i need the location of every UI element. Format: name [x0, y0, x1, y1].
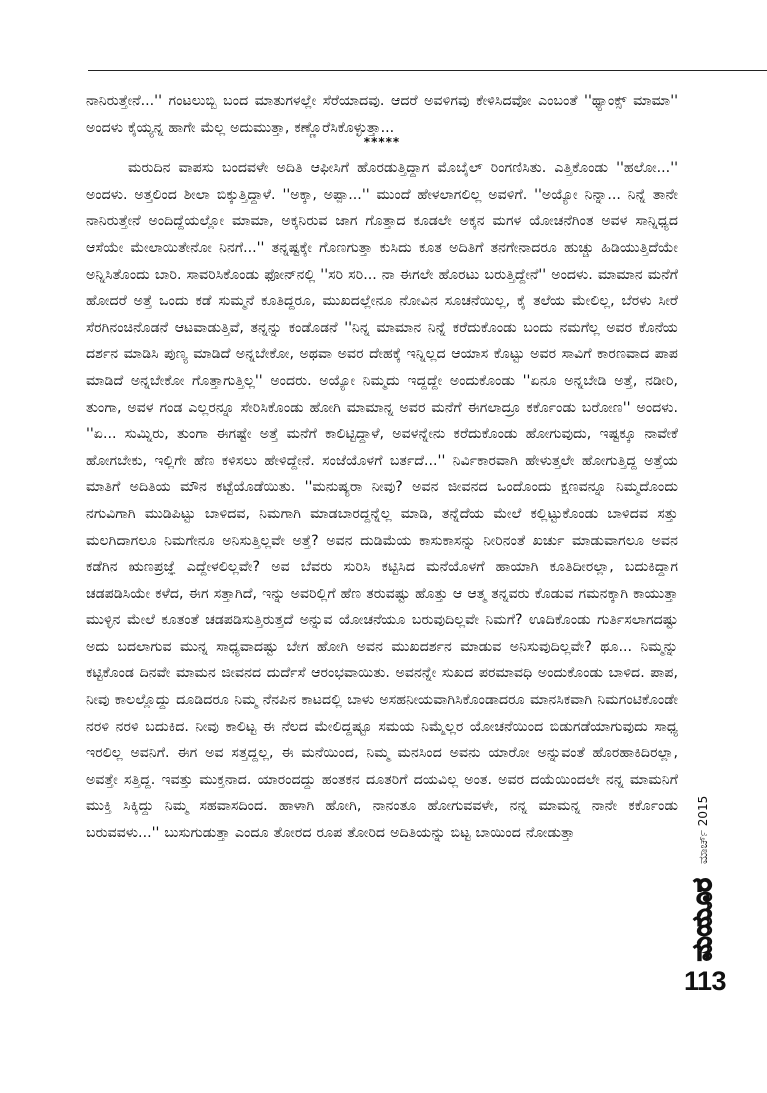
header-rule	[88, 70, 767, 71]
magazine-logo: ಮಯೂರ	[688, 878, 718, 962]
page-number: 113	[684, 966, 727, 996]
article-paragraph-2: ಮರುದಿನ ವಾಪಸು ಬಂದವಳೇ ಅದಿತಿ ಆಫೀಸಿಗೆ ಹೊರಡುತ್ತಿದ್ದಾಗ ಮೊಬೈಲ್ ರಿಂಗಣಿಸಿತು. ಎತ್ತಿಕೊಂಡು ''ಹಲೋ...'' ಅಂದಳು. ಅತ್ತಲಿಂದ ಶೀಲಾ ಬಿಕ್ಕುತ್ತಿದ್ದಾಳೆ. ''ಅಕ್ಕಾ, ಅಪ್ಪಾ...'' ಮುಂದೆ ಹೇಳಲಾಗಲಿಲ್ಲ ಅವಳಿಗೆ. ''ಅಯ್ಯೋ ನಿನ್ನಾ... ನಿನ್ನೆ ತಾನೇ ನಾನಿರುತ್ತೇನೆ ಅಂದಿದ್ದೆಯಲ್ಲೋ ಮಾಮಾ, ಅಕ್ಕನಿರುವ ಜಾಗ ಗೊತ್ತಾದ ಕೂಡಲೇ ಅಕ್ಕನ ಮಗಳ ಯೋಚನೆಗಿಂತ ಅವಳ ಸಾನ್ನಿಧ್ಯದ ಆಸೆಯೇ ಮೇಲಾಯಿತೇನೋ ನಿನಗೆ...'' ತನ್ನಷ್ಟಕ್ಕೇ ಗೊಣಗುತ್ತಾ ಕುಸಿದು ಕೂತ ಅದಿತಿಗೆ ತನಗೇನಾದರೂ ಹುಚ್ಚು ಹಿಡಿಯುತ್ತಿದೆಯೇ ಅನ್ನಿಸಿತೊಂದು ಬಾರಿ. ಸಾವರಿಸಿಕೊಂಡು ಫೋನ್‌ನಲ್ಲಿ ''ಸರಿ ಸರಿ... ನಾ ಈಗಲೇ ಹೊರಟು ಬರುತ್ತಿದ್ದೇನೆ'' ಅಂದಳು. ಮಾಮಾನ ಮನೆಗೆ ಹೋದರೆ ಅತ್ತೆ ಒಂದು ಕಡೆ ಸುಮ್ಮನೆ ಕೂತಿದ್ದರೂ, ಮುಖದಲ್ಲೇನೂ ನೋವಿನ ಸೂಚನೆಯಿಲ್ಲ, ಕೈ ತಲೆಯ ಮೇಲಿಲ್ಲ, ಬೆರಳು ಸೀರೆ ಸೆರಗಿನಂಚಿನೊಡನೆ ಆಟವಾಡುತ್ತಿವೆ, ತನ್ನನ್ನು ಕಂಡೊಡನೆ ''ನಿನ್ನ ಮಾಮಾನ ನಿನ್ನೆ ಕರೆದುಕೊಂಡು ಬಂದು ನಮಗೆಲ್ಲ ಅವರ ಕೊನೆಯ ದರ್ಶನ ಮಾಡಿಸಿ ಪುಣ್ಯ ಮಾಡಿದೆ ಅನ್ನಬೇಕೋ, ಅಥವಾ ಅವರ ದೇಹಕ್ಕೆ ಇನ್ನಿಲ್ಲದ ಆಯಾಸ ಕೊಟ್ಟು ಅವರ ಸಾವಿಗೆ ಕಾರಣವಾದ ಪಾಪ ಮಾಡಿದೆ ಅನ್ನಬೇಕೋ ಗೊತ್ತಾಗುತ್ತಿಲ್ಲ'' ಅಂದರು. ಅಯ್ಯೋ ನಿಮ್ಮದು ಇದ್ದದ್ದೇ ಅಂದುಕೊಂಡು ''ಏನೂ ಅನ್ನಬೇಡಿ ಅತ್ತೆ, ನಡೀರಿ, ತುಂಗಾ, ಅವಳ ಗಂಡ ಎಲ್ಲರನ್ನೂ ಸೇರಿಸಿಕೊಂಡು ಹೋಗಿ ಮಾಮಾನ್ನ ಅವರ ಮನೆಗೆ ಈಗಲಾದ್ರೂ ಕರ್ಕೊಂಡು ಬರೋಣ'' ಅಂದಳು. ''ಏ... ಸುಮ್ನಿರು, ತುಂಗಾ ಈಗಷ್ಟೇ ಅತ್ತೆ ಮನೆಗೆ ಕಾಲಿಟ್ಟಿದ್ದಾಳೆ, ಅವಳನ್ನೇನು ಕರೆದುಕೊಂಡು ಹೋಗುವುದು, ಇಷ್ಟಕ್ಕೂ ನಾವೇಕೆ ಹೋಗಬೇಕು, ಇಲ್ಲಿಗೇ ಹೆಣ ಕಳಿಸಲು ಹೇಳಿದ್ದೇನೆ. ಸಂಜೆಯೊಳಗೆ ಬರ್ತದೆ...'' ನಿರ್ವಿಕಾರವಾಗಿ ಹೇಳುತ್ತಲೇ ಹೋಗುತ್ತಿದ್ದ ಅತ್ತೆಯ ಮಾತಿಗೆ ಅದಿತಿಯ ಮೌನ ಕಟ್ಟೆಯೊಡೆಯಿತು. ''ಮನುಷ್ಯರಾ ನೀವು? ಅವನ ಜೀವನದ ಒಂದೊಂದು ಕ್ಷಣವನ್ನೂ ನಿಮ್ಮದೊಂದು ನಗುವಿಗಾಗಿ ಮುಡಿಪಿಟ್ಟು ಬಾಳಿದವ, ನಿಮಗಾಗಿ ಮಾಡಬಾರದ್ದನ್ನೆಲ್ಲ ಮಾಡಿ, ತನ್ನೆದೆಯ ಮೇಲೆ ಕಲ್ಲಿಟ್ಟುಕೊಂಡು ಬಾಳಿದವ ಸತ್ತು ಮಲಗಿದಾಗಲೂ ನಿಮಗೇನೂ ಅನಿಸುತ್ತಿಲ್ಲವೇ ಅತ್ತೆ? ಅವನ ದುಡಿಮೆಯ ಕಾಸುಕಾಸನ್ನು ನೀರಿನಂತೆ ಖರ್ಚು ಮಾಡುವಾಗಲೂ ಅವನ ಕಡೆಗಿನ ಋಣಪ್ರಜ್ಞೆ ಎದ್ದೇಳಲಿಲ್ಲವೇ? ಅವ ಬೆವರು ಸುರಿಸಿ ಕಟ್ಟಿಸಿದ ಮನೆಯೊಳಗೆ ಹಾಯಾಗಿ ಕೂತಿದೀರಲ್ಲಾ, ಬದುಕಿದ್ದಾಗ ಚಡಪಡಿಸಿಯೇ ಕಳೆದ, ಈಗ ಸತ್ತಾಗಿದೆ, ಇನ್ನು ಅವರಿಲ್ಲಿಗೆ ಹೆಣ ತರುವಷ್ಟು ಹೊತ್ತು ಆ ಆತ್ಮ ತನ್ನವರು ಕೊಡುವ ಗಮನಕ್ಕಾಗಿ ಕಾಯುತ್ತಾ ಮುಳ್ಳಿನ ಮೇಲೆ ಕೂತಂತೆ ಚಡಪಡಿಸುತ್ತಿರುತ್ತದೆ ಅನ್ನುವ ಯೋಚನೆಯೂ ಬರುವುದಿಲ್ಲವೇ ನಿಮಗೆ? ಊದಿಕೊಂಡು ಗುರ್ತಿಸಲಾಗದಷ್ಟು ಅದು ಬದಲಾಗುವ ಮುನ್ನ ಸಾಧ್ಯವಾದಷ್ಟು ಬೇಗ ಹೋಗಿ ಅವನ ಮುಖದರ್ಶನ ಮಾಡುವ ಅನಿಸುವುದಿಲ್ಲವೇ? ಥೂ... ನಿಮ್ಮನ್ನು ಕಟ್ಟಿಕೊಂಡ ದಿನವೇ ಮಾಮನ ಜೀವನದ ದುರ್ದೆಸೆ ಆರಂಭವಾಯಿತು. ಅವನನ್ನೇ ಸುಖದ ಪರಮಾವಧಿ ಅಂದುಕೊಂಡು ಬಾಳಿದ. ಪಾಪ, ನೀವು ಕಾಲಲ್ಲೊದ್ದು ದೂಡಿದರೂ ನಿಮ್ಮ ನೆನಪಿನ ಕಾಟದಲ್ಲಿ ಬಾಳು ಅಸಹನೀಯವಾಗಿಸಿಕೊಂಡಾದರೂ ಮಾನಸಿಕವಾಗಿ ನಿಮಗಂಟಿಕೊಂಡೇ ನರಳಿ ನರಳಿ ಬದುಕಿದ. ನೀವು ಕಾಲಿಟ್ಟ ಈ ನೆಲದ ಮೇಲಿದ್ದಷ್ಟೂ ಸಮಯ ನಿಮ್ಮೆಲ್ಲರ ಯೋಚನೆಯಿಂದ ಬಿಡುಗಡೆಯಾಗುವುದು ಸಾಧ್ಯ ಇರಲಿಲ್ಲ ಅವನಿಗೆ. ಈಗ ಅವ ಸತ್ತದ್ದಲ್ಲ, ಈ ಮನೆಯಿಂದ, ನಿಮ್ಮ ಮನಸಿಂದ ಅವನು ಯಾರೋ ಅನ್ನುವಂತೆ ಹೊರಹಾಕಿದಿರಲ್ಲಾ, ಅವತ್ತೇ ಸತ್ತಿದ್ದ. ಇವತ್ತು ಮುಕ್ತನಾದ. ಯಾರಂದದ್ದು ಹಂತಕನ ದೂತರಿಗೆ ದಯವಿಲ್ಲ ಅಂತ. ಅವರ ದಯೆಯಿಂದಲೇ ನನ್ನ ಮಾಮನಿಗೆ ಮುಕ್ತಿ ಸಿಕ್ಕಿದ್ದು ನಿಮ್ಮ ಸಹವಾಸದಿಂದ. ಹಾಳಾಗಿ ಹೋಗಿ, ನಾನಂತೂ ಹೋಗುವವಳೇ, ನನ್ನ ಮಾಮನ್ನ ನಾನೇ ಕರ್ಕೊಂಡು ಬರುವವಳು...'' ಬುಸುಗುಡುತ್ತಾ ಎಂದೂ ತೋರದ ರೂಪ ತೋರಿದ ಅದಿತಿಯನ್ನು ಬಿಟ್ಟ ಬಾಯಿಂದ ನೋಡುತ್ತಾ	[86, 160, 678, 842]
article-paragraph-1: ನಾನಿರುತ್ತೇನೆ...'' ಗಂಟಲುಬ್ಬಿ ಬಂದ ಮಾತುಗಳಲ್ಲೇ ಸೆರೆಯಾದವು. ಆದರೆ ಅವಳಿಗವು ಕೇಳಿಸಿದವೋ ಎಂಬಂತೆ ''ಥ್ಯಾಂಕ್ಸ್ ಮಾಮಾ'' ಅಂದಳು ಕೈಯ್ಯನ್ನ ಹಾಗೇ ಮೆಲ್ಲ ಅದುಮುತ್ತಾ, ಕಣ್ಣೊರೆಸಿಕೊಳ್ಳುತ್ತಾ...	[86, 93, 678, 136]
issue-date: ಮಾರ್ಚ್ 2015	[696, 795, 710, 865]
section-separator: *****	[363, 135, 401, 150]
article-body	[86, 88, 678, 847]
